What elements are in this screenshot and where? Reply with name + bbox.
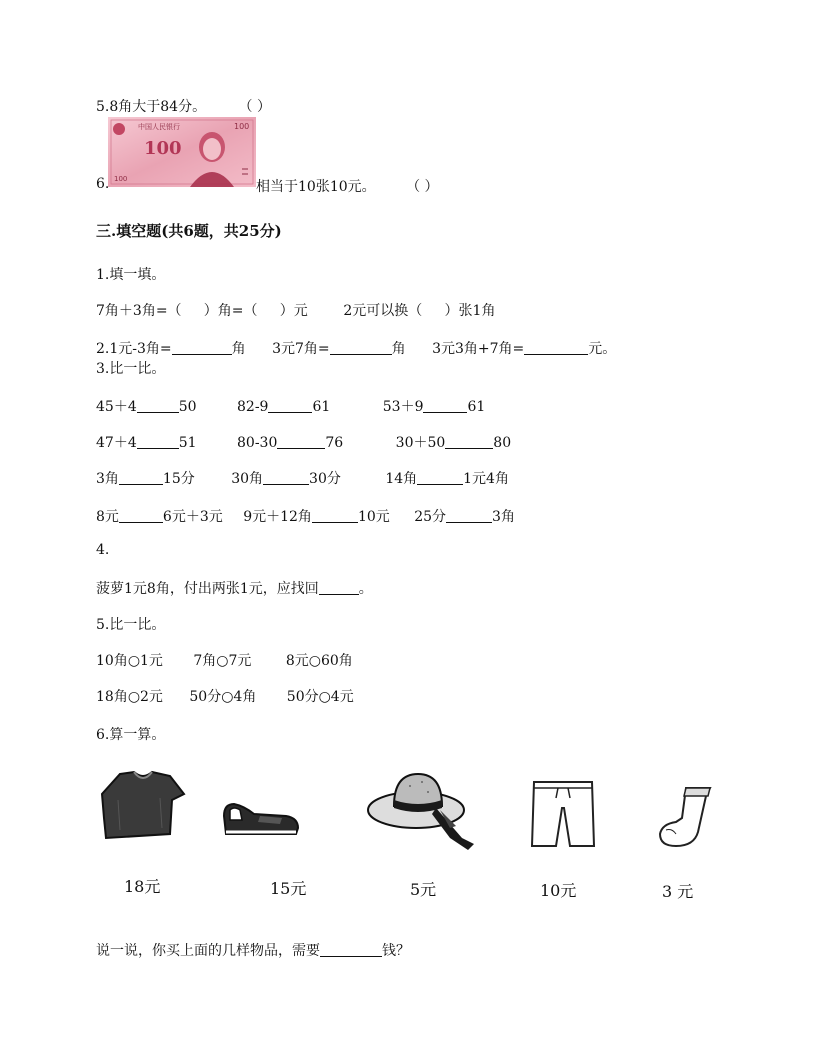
q6-question (96, 940, 410, 960)
q3-r4-blank-b[interactable] (312, 508, 358, 523)
q3-r2-b: 51 (178, 435, 197, 451)
q6-question-text: 说一说，你买上面的几样物品，需要 (96, 943, 320, 959)
hat-icon (366, 768, 478, 854)
q3-r2-blank-b[interactable] (277, 434, 325, 449)
q3-r1-c: 82-9 (237, 399, 269, 415)
q1-line[interactable]: 7角＋3角=（ ）角=（ ）元 2元可以换（ ）张1角 (96, 303, 496, 319)
q3-r3-e: 14角 (385, 471, 418, 487)
q6-blank[interactable] (320, 942, 382, 957)
price-shorts: 10元 (540, 881, 577, 900)
q3-r1-e: 53＋9 (382, 399, 424, 415)
q2-b-text: 3元7角= (272, 341, 330, 357)
q3-r2-d: 76 (325, 435, 344, 451)
q2-a-blank[interactable] (172, 340, 232, 355)
q2-c-blank[interactable] (524, 340, 588, 355)
banknote-bottom-left: 100 (114, 175, 128, 183)
q2-line (96, 338, 616, 358)
emblem-icon (113, 123, 125, 135)
q5-row-1[interactable] (96, 650, 353, 670)
judge-q6-paren[interactable]: （ ） (406, 179, 439, 195)
q3-r3-b: 15分 (162, 471, 195, 487)
banknote-header: 中国人民银行 (138, 123, 180, 131)
q4-text: 菠萝1元8角，付出两张1元，应找回 (96, 581, 319, 597)
q3-r2-blank-c[interactable] (445, 434, 493, 449)
q3-r1-a: 45＋4 (96, 399, 137, 415)
q3-r4-blank-c[interactable] (446, 508, 492, 523)
banknote-denomination: 100 (144, 138, 182, 159)
q3-row-2 (96, 432, 511, 452)
q3-r1-d: 61 (312, 399, 331, 415)
price-tshirt: 18元 (124, 877, 161, 896)
banknote-top-right: 100 (234, 122, 250, 131)
q5-label: 5.比一比。 (96, 617, 166, 633)
q3-r3-blank-c[interactable] (417, 470, 463, 485)
judge-q6-number: 6. (96, 176, 110, 192)
q3-r4-blank-a[interactable] (119, 508, 163, 523)
q3-r4-b: 6元＋3元 (162, 509, 223, 525)
q3-r4-a: 8元 (96, 509, 119, 525)
q3-r2-f: 80 (493, 435, 512, 451)
q4-line (96, 578, 373, 598)
price-hat: 5元 (410, 880, 437, 899)
q3-r4-f: 3角 (492, 509, 515, 525)
q3-r3-a: 3角 (96, 471, 119, 487)
price-shoe: 15元 (270, 879, 307, 898)
shorts-icon (528, 778, 598, 850)
q2-b-blank[interactable] (330, 340, 392, 355)
banknote-100-yuan-image (108, 117, 256, 187)
q3-r4-e: 25分 (414, 509, 447, 525)
q6-question-end: 钱？ (382, 943, 410, 959)
q4-blank[interactable] (319, 580, 359, 595)
q4-end: 。 (358, 581, 373, 597)
q2-c-unit: 元。 (588, 341, 617, 357)
q3-r1-blank-c[interactable] (423, 398, 467, 413)
judge-q5 (96, 96, 271, 116)
q5-r2-a[interactable]: 18角○2元 (96, 689, 163, 705)
q3-r2-a: 47＋4 (96, 435, 137, 451)
shoe-icon (220, 798, 302, 840)
q3-r3-blank-a[interactable] (119, 470, 163, 485)
q6-label: 6.算一算。 (96, 727, 166, 743)
q5-r1-c[interactable]: 8元○60角 (285, 653, 353, 669)
q3-row-4 (96, 506, 515, 526)
q3-r3-d: 30分 (309, 471, 341, 487)
tshirt-icon (100, 770, 186, 840)
q5-r2-b[interactable]: 50分○4角 (189, 689, 257, 705)
q3-r2-c: 80-30 (237, 435, 278, 451)
q3-r2-e: 30＋50 (395, 435, 446, 451)
q3-r1-f: 61 (467, 399, 486, 415)
q3-r3-blank-b[interactable] (263, 470, 309, 485)
section3-title: 三.填空题(共6题，共25分) (96, 222, 282, 240)
q3-r1-b: 50 (178, 399, 197, 415)
q3-label: 3.比一比。 (96, 361, 166, 377)
q5-r1-a[interactable]: 10角○1元 (96, 653, 163, 669)
q3-r1-blank-a[interactable] (137, 398, 179, 413)
q5-r1-b[interactable]: 7角○7元 (193, 653, 252, 669)
q2-b-unit: 角 (391, 341, 406, 357)
q3-r4-c: 9元＋12角 (243, 509, 312, 525)
q5-row-2[interactable] (96, 686, 354, 706)
judge-q6 (256, 176, 439, 196)
q3-row-3 (96, 468, 509, 488)
q3-r1-blank-b[interactable] (268, 398, 312, 413)
judge-q6-text: 相当于10张10元。 (256, 179, 376, 195)
judge-q5-paren[interactable]: （ ） (238, 99, 271, 115)
q2-a-text: 2.1元-3角= (96, 341, 172, 357)
q2-a-unit: 角 (231, 341, 246, 357)
q5-r2-c[interactable]: 50分○4元 (286, 689, 354, 705)
q3-row-1 (96, 396, 485, 416)
q3-r3-f: 1元4角 (463, 471, 509, 487)
q3-r4-d: 10元 (357, 509, 390, 525)
price-sock: 3 元 (662, 882, 694, 901)
q3-r2-blank-a[interactable] (137, 434, 179, 449)
sock-icon (654, 784, 714, 852)
q4-label: 4. (96, 542, 110, 558)
q2-c-text: 3元3角+7角= (432, 341, 525, 357)
q3-r3-c: 30角 (231, 471, 264, 487)
q1-label: 1.填一填。 (96, 267, 166, 283)
judge-q5-text: 5.8角大于84分。 (96, 99, 207, 115)
